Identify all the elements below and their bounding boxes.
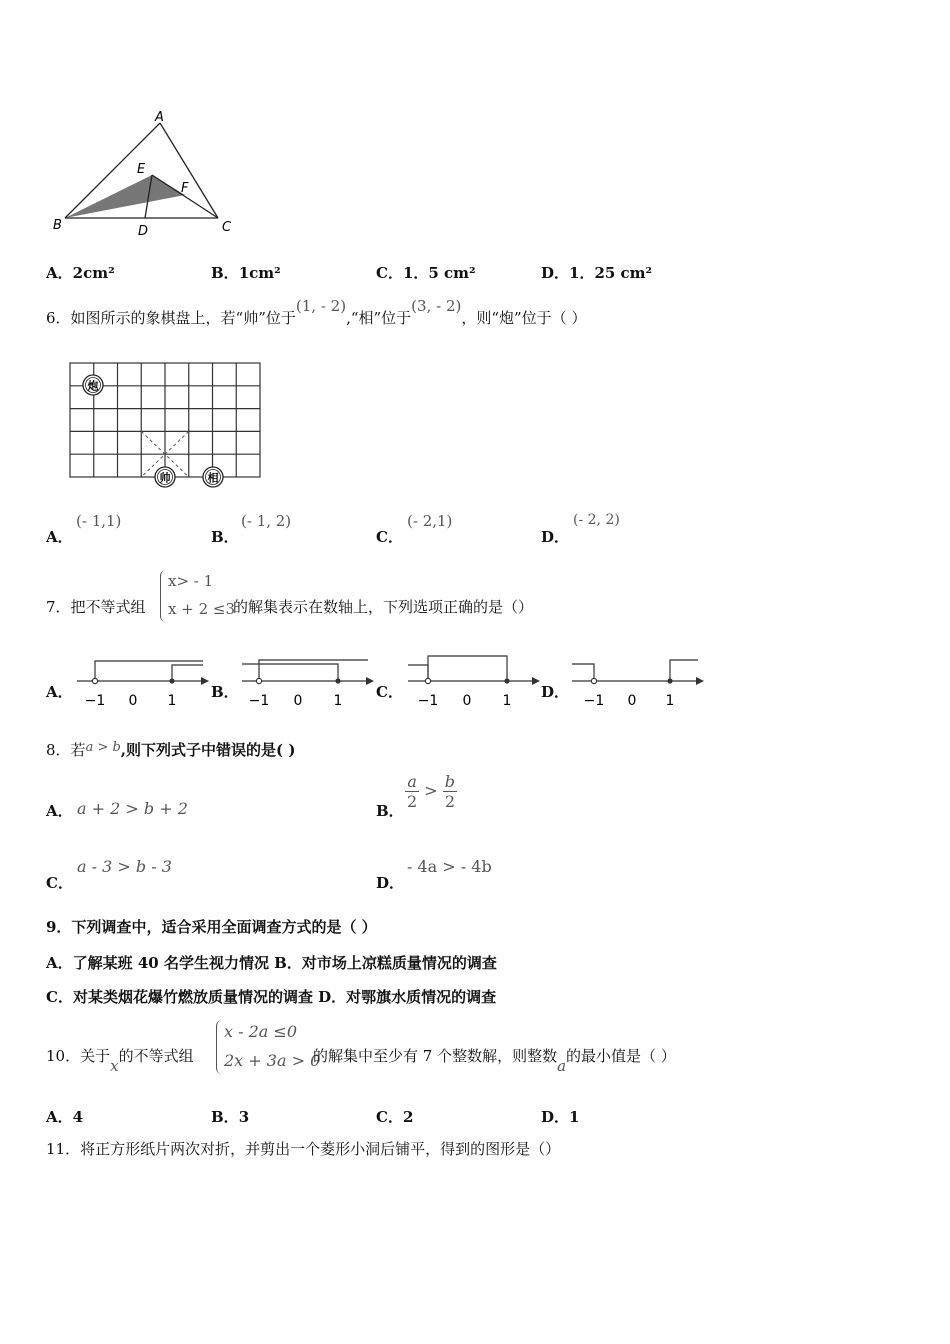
q10-line1: x - 2a ≤0 bbox=[224, 1022, 297, 1041]
q9-stem: 9．下列调查中，适合采用全面调查方式的是（ ） bbox=[46, 918, 377, 936]
svg-text:0: 0 bbox=[293, 693, 303, 709]
q10-stem-end: 的解集中至少有 7 个整数解，则整数a的最小值是（ ） bbox=[313, 1047, 676, 1075]
q9-options-line1: A．了解某班 40 名学生视力情况 B．对市场上凉糕质量情况的调查 bbox=[46, 954, 497, 972]
q5-option-b: B．1cm² bbox=[211, 264, 281, 282]
svg-text:0: 0 bbox=[627, 693, 637, 709]
svg-text:0: 0 bbox=[128, 693, 138, 709]
q8-option-c-letter: C． bbox=[46, 874, 73, 892]
q7-stem-start: 7．把不等式组 bbox=[46, 598, 146, 616]
q7-option-c-letter: C． bbox=[376, 683, 403, 701]
q10-line2: 2x + 3a > 0 bbox=[224, 1051, 321, 1070]
q10-option-c: C．2 bbox=[376, 1108, 414, 1126]
svg-text:−1: −1 bbox=[248, 693, 270, 709]
q6-option-a-value: (- 1,1) bbox=[76, 512, 122, 530]
label-d: D bbox=[138, 224, 149, 239]
svg-text:1: 1 bbox=[333, 693, 343, 709]
label-f: F bbox=[181, 181, 189, 196]
q8-option-d-value: - 4a > - 4b bbox=[407, 857, 492, 876]
piece-xiang bbox=[203, 467, 223, 487]
q6-option-b-value: (- 1, 2) bbox=[241, 512, 292, 530]
label-b: B bbox=[53, 218, 62, 233]
svg-text:炮: 炮 bbox=[87, 379, 99, 393]
q10-option-d: D．1 bbox=[541, 1108, 580, 1126]
q7-stem-end: 的解集表示在数轴上，下列选项正确的是（） bbox=[233, 598, 534, 616]
q7-brace bbox=[160, 570, 167, 622]
q8-option-b-value: $\frac{a}{2}$ > $\frac{b}{2}$ bbox=[407, 772, 456, 811]
q11-stem: 11．将正方形纸片两次对折，并剪出一个菱形小洞后铺平，得到的图形是（） bbox=[46, 1140, 561, 1158]
q10-option-a: A．4 bbox=[46, 1108, 84, 1126]
svg-text:相: 相 bbox=[207, 471, 219, 485]
q7-option-b-letter: B． bbox=[211, 683, 239, 701]
q7-number-line-d bbox=[570, 652, 705, 710]
piece-pao bbox=[83, 375, 103, 395]
q8-option-b-letter: B． bbox=[376, 802, 404, 820]
q6-option-a-letter: A． bbox=[46, 528, 73, 546]
q6-option-c-value: (- 2,1) bbox=[407, 512, 453, 530]
q6-stem: 6．如图所示的象棋盘上，若“帅”位于(1, - 2),“相”位于(3, - 2)，则“炮”位于（ ） bbox=[46, 297, 587, 327]
q9-options-line2: C．对某类烟花爆竹燃放质量情况的调查 D．对鄂旗水质情况的调查 bbox=[46, 988, 497, 1006]
q6-option-c-letter: C． bbox=[376, 528, 403, 546]
q7-line2: x + 2 ≤3 bbox=[168, 600, 235, 618]
svg-text:−1: −1 bbox=[417, 693, 439, 709]
q8-option-c-value: a - 3 > b - 3 bbox=[77, 857, 172, 876]
q7-number-line-b bbox=[240, 652, 375, 710]
q5-option-d: D．1．25 cm² bbox=[541, 264, 653, 282]
svg-text:1: 1 bbox=[665, 693, 675, 709]
q7-option-d-letter: D． bbox=[541, 683, 570, 701]
svg-text:1: 1 bbox=[167, 693, 177, 709]
q7-number-line-c bbox=[406, 652, 541, 710]
q8-option-d-letter: D． bbox=[376, 874, 405, 892]
svg-text:−1: −1 bbox=[583, 693, 605, 709]
q10-option-b: B．3 bbox=[211, 1108, 250, 1126]
q6-option-d-letter: D． bbox=[541, 528, 570, 546]
label-e: E bbox=[137, 162, 146, 177]
q8-option-a-letter: A． bbox=[46, 802, 73, 820]
triangle-figure bbox=[45, 105, 245, 240]
q7-line1: x> - 1 bbox=[168, 572, 214, 590]
q7-number-line-a bbox=[75, 652, 210, 710]
q8-option-a-value: a + 2 > b + 2 bbox=[77, 799, 188, 818]
chess-board-figure bbox=[60, 355, 275, 495]
q10-brace bbox=[216, 1020, 223, 1074]
svg-text:帅: 帅 bbox=[159, 471, 171, 485]
svg-text:−1: −1 bbox=[84, 693, 106, 709]
q10-stem-start: 10．关于x的不等式组 bbox=[46, 1047, 194, 1075]
q6-option-d-value: (- 2, 2) bbox=[573, 512, 620, 528]
q5-option-a: A．2cm² bbox=[46, 264, 115, 282]
svg-text:1: 1 bbox=[502, 693, 512, 709]
q6-option-b-letter: B． bbox=[211, 528, 239, 546]
piece-shuai bbox=[155, 467, 175, 487]
label-c: C bbox=[222, 220, 232, 235]
label-a: A bbox=[155, 110, 164, 125]
q5-option-c: C．1．5 cm² bbox=[376, 264, 476, 282]
q8-stem: 8．若a > b,则下列式子中错误的是( ) bbox=[46, 740, 296, 759]
shaded-triangle-bef bbox=[65, 175, 185, 218]
q7-option-a-letter: A． bbox=[46, 683, 73, 701]
svg-text:0: 0 bbox=[462, 693, 472, 709]
